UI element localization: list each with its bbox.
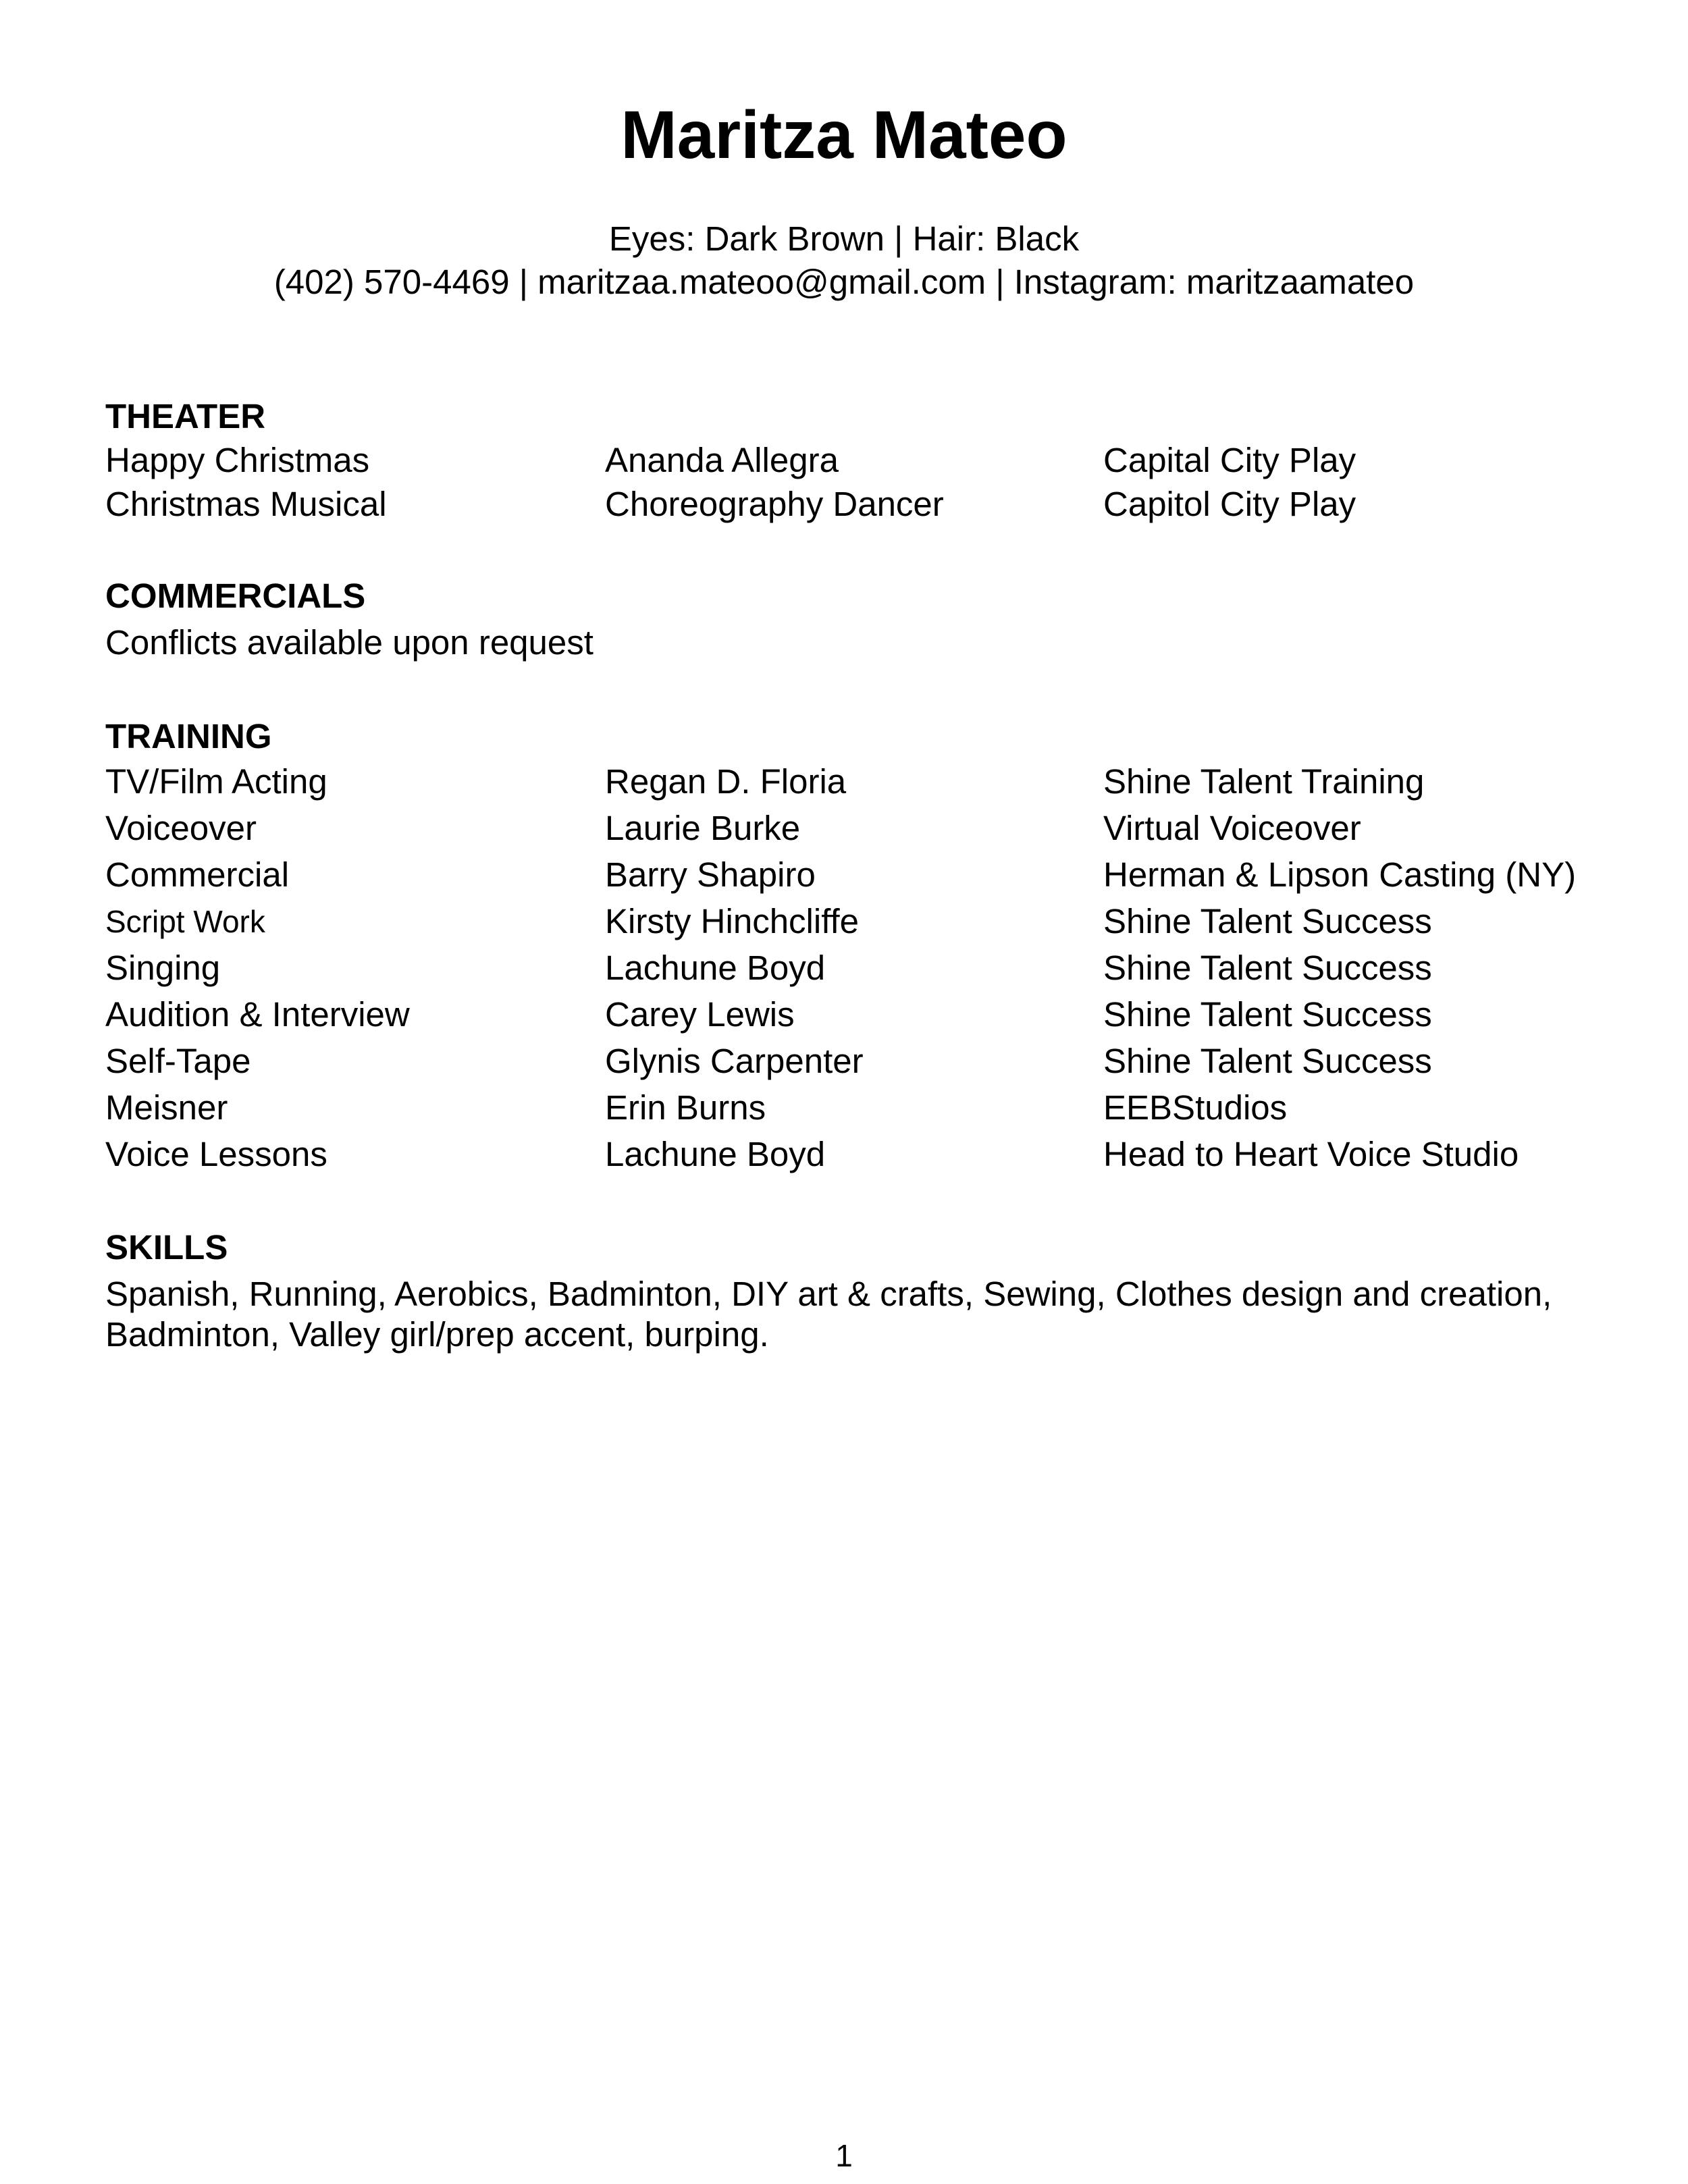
training-subject: Commercial — [105, 855, 290, 894]
training-school: Shine Talent Success — [1103, 1042, 1432, 1080]
table-row — [105, 855, 1625, 901]
training-instructor: Regan D. Floria — [605, 762, 847, 801]
table-row — [105, 762, 1625, 808]
training-school: Shine Talent Success — [1103, 949, 1432, 987]
training-table — [105, 762, 1625, 1181]
contact-info: (402) 570-4469 | maritzaa.mateoo@gmail.com | Instagram: maritzaamateo — [273, 263, 1415, 301]
training-instructor: Erin Burns — [605, 1088, 766, 1127]
training-school: Shine Talent Training — [1103, 762, 1425, 801]
training-subject: TV/Film Acting — [105, 762, 327, 801]
training-instructor: Lachune Boyd — [605, 1135, 826, 1173]
commercials-text: Conflicts available upon request — [105, 623, 594, 662]
skills-heading: SKILLS — [105, 1228, 228, 1267]
theater-production: Happy Christmas — [105, 441, 370, 479]
table-row — [105, 994, 1625, 1041]
table-row — [105, 1088, 1625, 1134]
table-row — [105, 1041, 1625, 1088]
training-school: EEBStudios — [1103, 1088, 1288, 1127]
training-subject: Script Work — [105, 904, 265, 939]
table-row — [105, 440, 1625, 484]
training-instructor: Barry Shapiro — [605, 855, 816, 894]
resume-name: Maritza Mateo — [621, 97, 1067, 173]
theater-production: Christmas Musical — [105, 485, 387, 523]
theater-role: Choreography Dancer — [605, 485, 944, 523]
training-school: Head to Heart Voice Studio — [1103, 1135, 1519, 1173]
table-row — [105, 808, 1625, 855]
training-instructor: Glynis Carpenter — [605, 1042, 864, 1080]
table-row — [105, 484, 1625, 528]
training-heading: TRAINING — [105, 717, 272, 755]
theater-role: Ananda Allegra — [605, 441, 839, 479]
theater-table — [105, 440, 1625, 528]
training-instructor: Kirsty Hinchcliffe — [605, 902, 860, 940]
page-number: 1 — [835, 2138, 853, 2173]
theater-company: Capitol City Play — [1103, 485, 1356, 523]
training-subject: Self-Tape — [105, 1042, 251, 1080]
skills-text: Spanish, Running, Aerobics, Badminton, DIY art & crafts, Sewing, Clothes design and creation, Badminton, Valley girl/prep accent, burping. — [105, 1275, 1552, 1354]
training-school: Shine Talent Success — [1103, 995, 1432, 1034]
training-subject: Voiceover — [105, 809, 257, 847]
training-subject: Meisner — [105, 1088, 228, 1127]
training-instructor: Laurie Burke — [605, 809, 801, 847]
training-school: Shine Talent Success — [1103, 902, 1432, 940]
commercials-heading: COMMERCIALS — [105, 577, 366, 615]
table-row — [105, 901, 1625, 948]
training-school: Herman & Lipson Casting (NY) — [1103, 855, 1577, 894]
training-subject: Audition & Interview — [105, 995, 410, 1034]
training-school: Virtual Voiceover — [1103, 809, 1361, 847]
physical-info: Eyes: Dark Brown | Hair: Black — [608, 219, 1080, 258]
theater-company: Capital City Play — [1103, 441, 1356, 479]
training-subject: Singing — [105, 949, 221, 987]
training-instructor: Carey Lewis — [605, 995, 795, 1034]
table-row — [105, 948, 1625, 994]
training-instructor: Lachune Boyd — [605, 949, 826, 987]
theater-heading: THEATER — [105, 397, 266, 435]
table-row — [105, 1134, 1625, 1181]
training-subject: Voice Lessons — [105, 1135, 327, 1173]
